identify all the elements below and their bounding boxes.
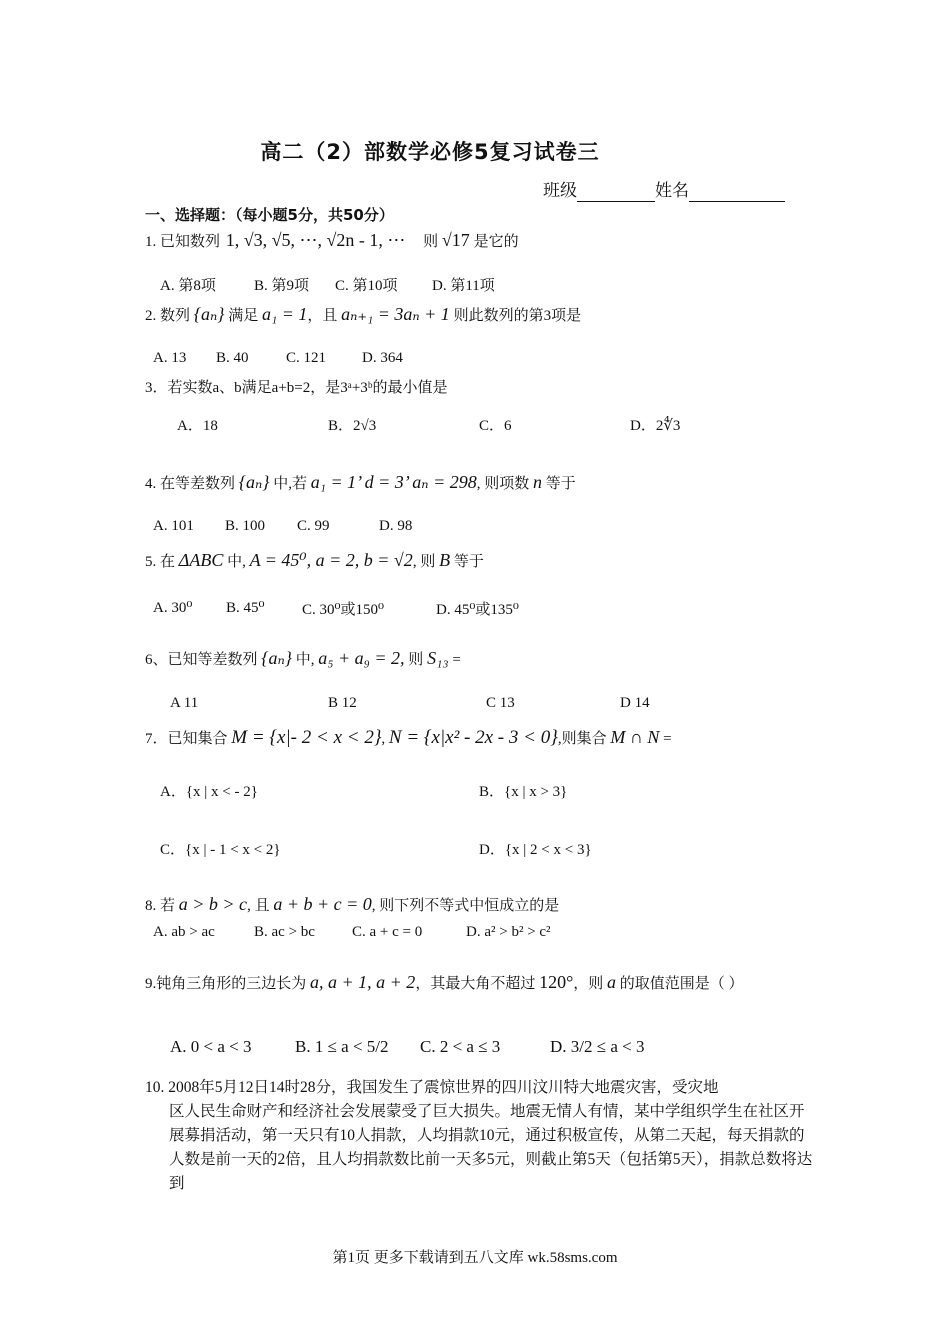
q4-var: n bbox=[533, 472, 542, 492]
q7-set-n: N = {x|x² - 2x - 3 < 0} bbox=[388, 727, 558, 748]
q3-option-d[interactable]: D．2∜3 bbox=[630, 418, 681, 434]
q6-sequence: {aₙ} bbox=[261, 648, 292, 668]
q2-cond1: a₁ = 1 bbox=[261, 304, 308, 324]
q4-suffix: 等于 bbox=[545, 476, 576, 492]
q3-option-c[interactable]: C．6 bbox=[479, 418, 512, 434]
q9-prefix: 9.钝角三角形的三边长为 bbox=[145, 976, 307, 992]
q5-var: B bbox=[439, 550, 451, 570]
question-2 bbox=[145, 304, 581, 325]
q2-option-b[interactable]: B. 40 bbox=[216, 350, 249, 366]
q5-option-a[interactable]: A. 30⁰ bbox=[153, 600, 193, 616]
q2-option-c[interactable]: C. 121 bbox=[286, 350, 327, 366]
q8-mid: , 且 bbox=[247, 898, 270, 914]
q7-option-b[interactable]: B．{x | x > 3} bbox=[479, 784, 568, 800]
q1-option-b[interactable]: B. 第9项 bbox=[254, 278, 310, 294]
q1-suffix: 是它的 bbox=[473, 234, 519, 250]
question-10 bbox=[145, 1076, 815, 1196]
q5-mid2: , 则 bbox=[412, 554, 436, 570]
q1-mid: 则 bbox=[423, 234, 439, 250]
q1-option-c[interactable]: C. 第10项 bbox=[335, 278, 398, 294]
q1-option-a[interactable]: A. 第8项 bbox=[160, 278, 216, 294]
q6-mid2: 则 bbox=[408, 652, 424, 668]
class-blank[interactable] bbox=[577, 181, 655, 202]
q2-suffix: 则此数列的第3项是 bbox=[453, 308, 582, 324]
student-info bbox=[543, 176, 785, 202]
name-label: 姓名 bbox=[655, 181, 689, 200]
question-7: 7．已知集合 M = {x|- 2 < x < 2}, N = {x|x² - 2x - 3 < 0},则集合 M ∩ N = bbox=[145, 727, 672, 748]
q4-option-b[interactable]: B. 100 bbox=[225, 518, 266, 534]
q8-option-c[interactable]: C. a + c = 0 bbox=[352, 924, 423, 940]
q4-cond: a₁ = 1’ d = 3’ aₙ = 298 bbox=[310, 472, 477, 492]
q2-cond2: aₙ₊₁ = 3aₙ + 1 bbox=[341, 304, 450, 324]
q4-prefix: 4. 在等差数列 bbox=[145, 476, 236, 492]
q10-line1: 10. 2008年5月12日14时28分，我国发生了震惊世界的四川汶川特大地震灾害，受灾地 bbox=[145, 1079, 719, 1096]
q9-sides: a, a + 1, a + 2 bbox=[310, 972, 416, 992]
exam-title: 高二（2）部数学必修5复习试卷三 bbox=[260, 140, 600, 164]
q6-suffix: = bbox=[452, 652, 461, 668]
question-4 bbox=[145, 472, 576, 493]
q9-option-c[interactable]: C. 2 < a ≤ 3 bbox=[420, 1037, 501, 1056]
q8-cond2: a + b + c = 0 bbox=[273, 894, 372, 914]
q6-option-b[interactable]: B 12 bbox=[328, 695, 357, 711]
question-9 bbox=[145, 972, 744, 993]
q6-mid: 中, bbox=[295, 652, 315, 668]
q4-mid: 中,若 bbox=[273, 476, 307, 492]
q2-mid1: 满足 bbox=[228, 308, 259, 324]
class-label: 班级 bbox=[543, 181, 577, 200]
q6-option-c[interactable]: C 13 bbox=[486, 695, 515, 711]
q3-option-a[interactable]: A．18 bbox=[177, 418, 218, 434]
q2-mid2: ，且 bbox=[307, 308, 338, 324]
q5-triangle: ΔABC bbox=[178, 550, 224, 570]
question-3: 3．若实数a、b满足a+b=2，是3ᵃ+3ᵇ的最小值是 bbox=[145, 380, 448, 396]
q1-option-d[interactable]: D. 第11项 bbox=[432, 278, 495, 294]
q8-suffix: , 则下列不等式中恒成立的是 bbox=[371, 898, 560, 914]
q5-option-d[interactable]: D. 45⁰或135⁰ bbox=[436, 602, 519, 618]
name-blank[interactable] bbox=[689, 181, 785, 202]
q5-suffix: 等于 bbox=[453, 554, 484, 570]
q7-option-a[interactable]: A．{x | x < - 2} bbox=[160, 784, 258, 800]
q10-rest: 区人民生命财产和经济社会发展蒙受了巨大损失。地震无情人有情，某中学组织学生在社区开展募捐活动，第一天只有10人捐款，人均捐款10元，通过积极宣传，从第二天起，每天捐款的人数是前一天的2倍，且人均捐款数比前一天多5元，则截止第5天（包括第5天），捐款总数将达到 bbox=[169, 1103, 813, 1192]
q5-mid: 中, bbox=[227, 554, 246, 570]
q1-prefix: 1. 已知数列 bbox=[145, 234, 221, 250]
q7-mid: ,则集合 bbox=[557, 731, 607, 747]
q9-option-a[interactable]: A. 0 < a < 3 bbox=[170, 1037, 252, 1056]
q4-mid2: , 则项数 bbox=[476, 476, 530, 492]
q9-angle: 120° bbox=[539, 972, 574, 992]
q3-option-b[interactable]: B．2√3 bbox=[328, 418, 377, 434]
q6-option-a[interactable]: A 11 bbox=[170, 695, 199, 711]
q7-suffix: = bbox=[663, 731, 672, 747]
q6-target: S₁₃ bbox=[427, 648, 449, 668]
q9-var: a bbox=[607, 972, 617, 992]
q9-mid: ，其最大角不超过 bbox=[415, 976, 536, 992]
q7-expr: M ∩ N bbox=[610, 727, 660, 747]
q8-cond1: a > b > c bbox=[178, 894, 248, 914]
q5-option-c[interactable]: C. 30⁰或150⁰ bbox=[302, 602, 385, 618]
page-footer: 第1页 更多下载请到五八文库 wk.58sms.com bbox=[332, 1250, 618, 1266]
q8-option-b[interactable]: B. ac > bc bbox=[254, 924, 315, 940]
q4-option-a[interactable]: A. 101 bbox=[153, 518, 194, 534]
question-1 bbox=[145, 230, 519, 251]
q6-option-d[interactable]: D 14 bbox=[620, 695, 650, 711]
q8-prefix: 8. 若 bbox=[145, 898, 176, 914]
q6-cond: a₅ + a₉ = 2, bbox=[318, 648, 405, 668]
question-6 bbox=[145, 648, 461, 669]
q1-sequence: 1, √3, √5, ⋯, √2n - 1, ⋯ bbox=[225, 230, 406, 250]
q7-option-c[interactable]: C．{x | - 1 < x < 2} bbox=[160, 842, 281, 858]
q7-option-d[interactable]: D．{x | 2 < x < 3} bbox=[479, 842, 592, 858]
q5-option-b[interactable]: B. 45⁰ bbox=[226, 600, 265, 616]
q9-mid2: ，则 bbox=[573, 976, 604, 992]
q4-sequence: {aₙ} bbox=[238, 472, 270, 492]
q2-sequence: {aₙ} bbox=[193, 304, 225, 324]
q7-prefix: 7．已知集合 bbox=[145, 731, 228, 747]
q4-option-d[interactable]: D. 98 bbox=[379, 518, 413, 534]
q2-option-d[interactable]: D. 364 bbox=[362, 350, 403, 366]
q2-prefix: 2. 数列 bbox=[145, 308, 191, 324]
q5-cond: A = 45⁰, a = 2, b = √2 bbox=[249, 550, 413, 570]
question-8 bbox=[145, 894, 559, 915]
q9-option-b[interactable]: B. 1 ≤ a < 5/2 bbox=[295, 1037, 389, 1056]
section-heading: 一、选择题：（每小题5分，共50分） bbox=[145, 206, 394, 224]
q4-option-c[interactable]: C. 99 bbox=[297, 518, 330, 534]
question-5 bbox=[145, 550, 484, 571]
q6-prefix: 6、已知等差数列 bbox=[145, 652, 258, 668]
q9-option-d[interactable]: D. 3/2 ≤ a < 3 bbox=[550, 1037, 645, 1056]
q8-option-a[interactable]: A. ab > ac bbox=[153, 924, 215, 940]
q5-prefix: 5. 在 bbox=[145, 554, 176, 570]
q1-target: √17 bbox=[441, 230, 470, 250]
q7-set-m: M = {x|- 2 < x < 2} bbox=[231, 727, 382, 748]
q2-option-a[interactable]: A. 13 bbox=[153, 350, 187, 366]
q9-suffix: 的取值范围是（ ） bbox=[619, 976, 744, 992]
q8-option-d[interactable]: D. a² > b² > c² bbox=[466, 924, 551, 940]
